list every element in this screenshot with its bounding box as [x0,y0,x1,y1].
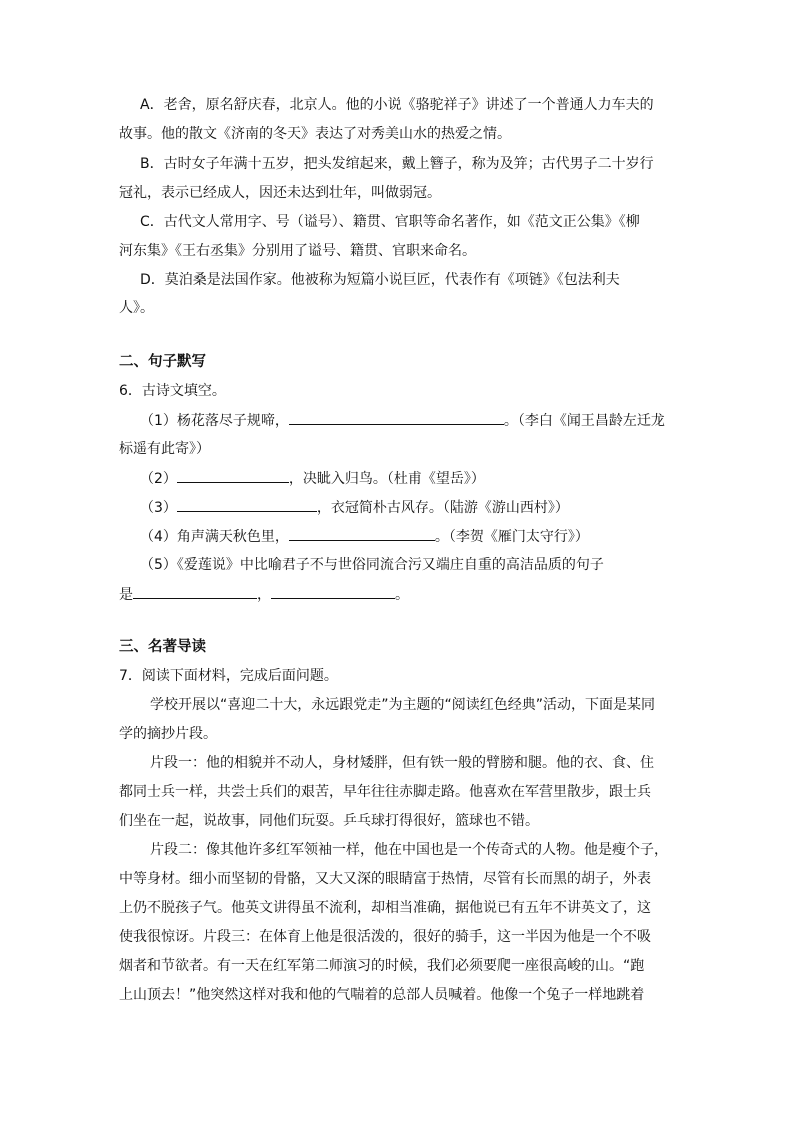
question-6-title: 6．古诗文填空。 [119,383,226,399]
fill-item-4-prefix: （4）角声满天秋色里， [140,529,289,545]
question-7-title: 7．阅读下面材料，完成后面问题。 [119,668,338,684]
excerpt-2-line4: 使我很惊讶。片段三：在体育上他是很活泼的，很好的骑手，这一半因为他是一个不吸 [119,929,651,945]
fill-blank-3[interactable] [177,497,317,512]
fill-item-4 [140,526,680,547]
option-d-line1: D．莫泊桑是法国作家。他被称为短篇小说巨匠，代表作有《项链》《包法利夫 [140,272,620,288]
excerpt-2-line2: 中等身材。细小而坚韧的骨骼，又大又深的眼睛富于热情，尽管有长而黑的胡子，外表 [119,871,651,887]
excerpt-1-line1: 片段一：他的相貌并不动人，身材矮胖，但有铁一般的臂膀和腿。他的衣、食、住 [150,755,654,771]
fill-blank-5b[interactable] [271,584,395,599]
fill-item-3-prefix: （3） [140,500,177,516]
fill-item-2-suffix: ，决眦入归鸟。（杜甫《望岳》） [288,471,485,487]
fill-item-5: （5）《爱莲说》中比喻君子不与世俗同流合污又端庄自重的高洁品质的句子 [140,557,604,573]
fill-item-3-suffix: ，衣冠简朴古风存。（陆游《游山西村》） [316,500,569,516]
option-d-line2: 人》。 [119,300,154,316]
fill-item-1 [140,410,680,431]
option-b-line1: B．古时女子年满十五岁，把头发绾起来，戴上簪子，称为及笄；古代男子二十岁行 [140,156,654,172]
excerpt-1-line2: 都同士兵一样，共尝士兵们的艰苦，早年往往赤脚走路。他喜欢在军营里散步，跟士兵 [119,784,651,800]
option-a-line2: 故事。他的散文《济南的冬天》表达了对秀美山水的热爱之情。 [119,126,511,142]
fill-item-5-continued [119,584,679,605]
passage-intro-line1: 学校开展以“喜迎二十大，永远跟党走”为主题的“阅读红色经典”活动，下面是某同 [150,697,656,713]
excerpt-2-line5: 烟者和节欲者。有一天在红军第二师演习的时候，我们必须要爬一座很高峻的山。“跑 [119,958,645,974]
fill-item-1-suffix: 。（李白《闻王昌龄左迁龙 [503,413,665,429]
fill-item-1-continued: 标遥有此寄》） [119,441,210,457]
fill-blank-1[interactable] [289,410,504,425]
fill-item-5-prefix: 是 [119,587,133,603]
option-c-line2: 河东集》《王右丞集》分别用了谥号、籍贯、官职来命名。 [119,243,476,259]
fill-item-4-suffix: 。（李贺《雁门太守行》） [434,529,589,545]
fill-item-5-period: 。 [395,587,409,603]
fill-item-2 [140,468,680,489]
fill-blank-4[interactable] [289,526,435,541]
fill-item-2-prefix: （2） [140,471,177,487]
excerpt-2-line6: 上山顶去！”他突然这样对我和他的气喘着的总部人员喊着。他像一个兔子一样地跳着 [119,987,645,1003]
fill-item-1-prefix: （1）杨花落尽子规啼， [140,413,289,429]
option-b-line2: 冠礼，表示已经成人，因还未达到壮年，叫做弱冠。 [119,185,441,201]
section-heading-classics-reading: 三、名著导读 [119,639,206,655]
excerpt-1-line3: 们坐在一起，说故事，同他们玩耍。乒乓球打得很好，篮球也不错。 [119,813,539,829]
option-c-line1: C．古代文人常用字、号（谥号）、籍贯、官职等命名著作，如《范文正公集》《柳 [140,214,640,230]
fill-blank-5a[interactable] [133,584,257,599]
fill-blank-2[interactable] [177,468,289,483]
fill-item-3 [140,497,680,518]
excerpt-2-line3: 上仍不脱孩子气。他英文讲得虽不流利，却相当准确，据他说已有五年不讲英文了，这 [119,900,651,916]
excerpt-2-line1: 片段二：像其他许多红军领袖一样，他在中国也是一个传奇式的人物。他是瘦个子， [150,842,668,858]
fill-item-5-comma: ， [257,587,271,603]
passage-intro-line2: 学的摘抄片段。 [119,726,217,742]
option-a-line1: A．老舍，原名舒庆春，北京人。他的小说《骆驼祥子》讲述了一个普通人力车夫的 [140,97,654,113]
section-heading-sentence-dictation: 二、句子默写 [119,354,206,370]
